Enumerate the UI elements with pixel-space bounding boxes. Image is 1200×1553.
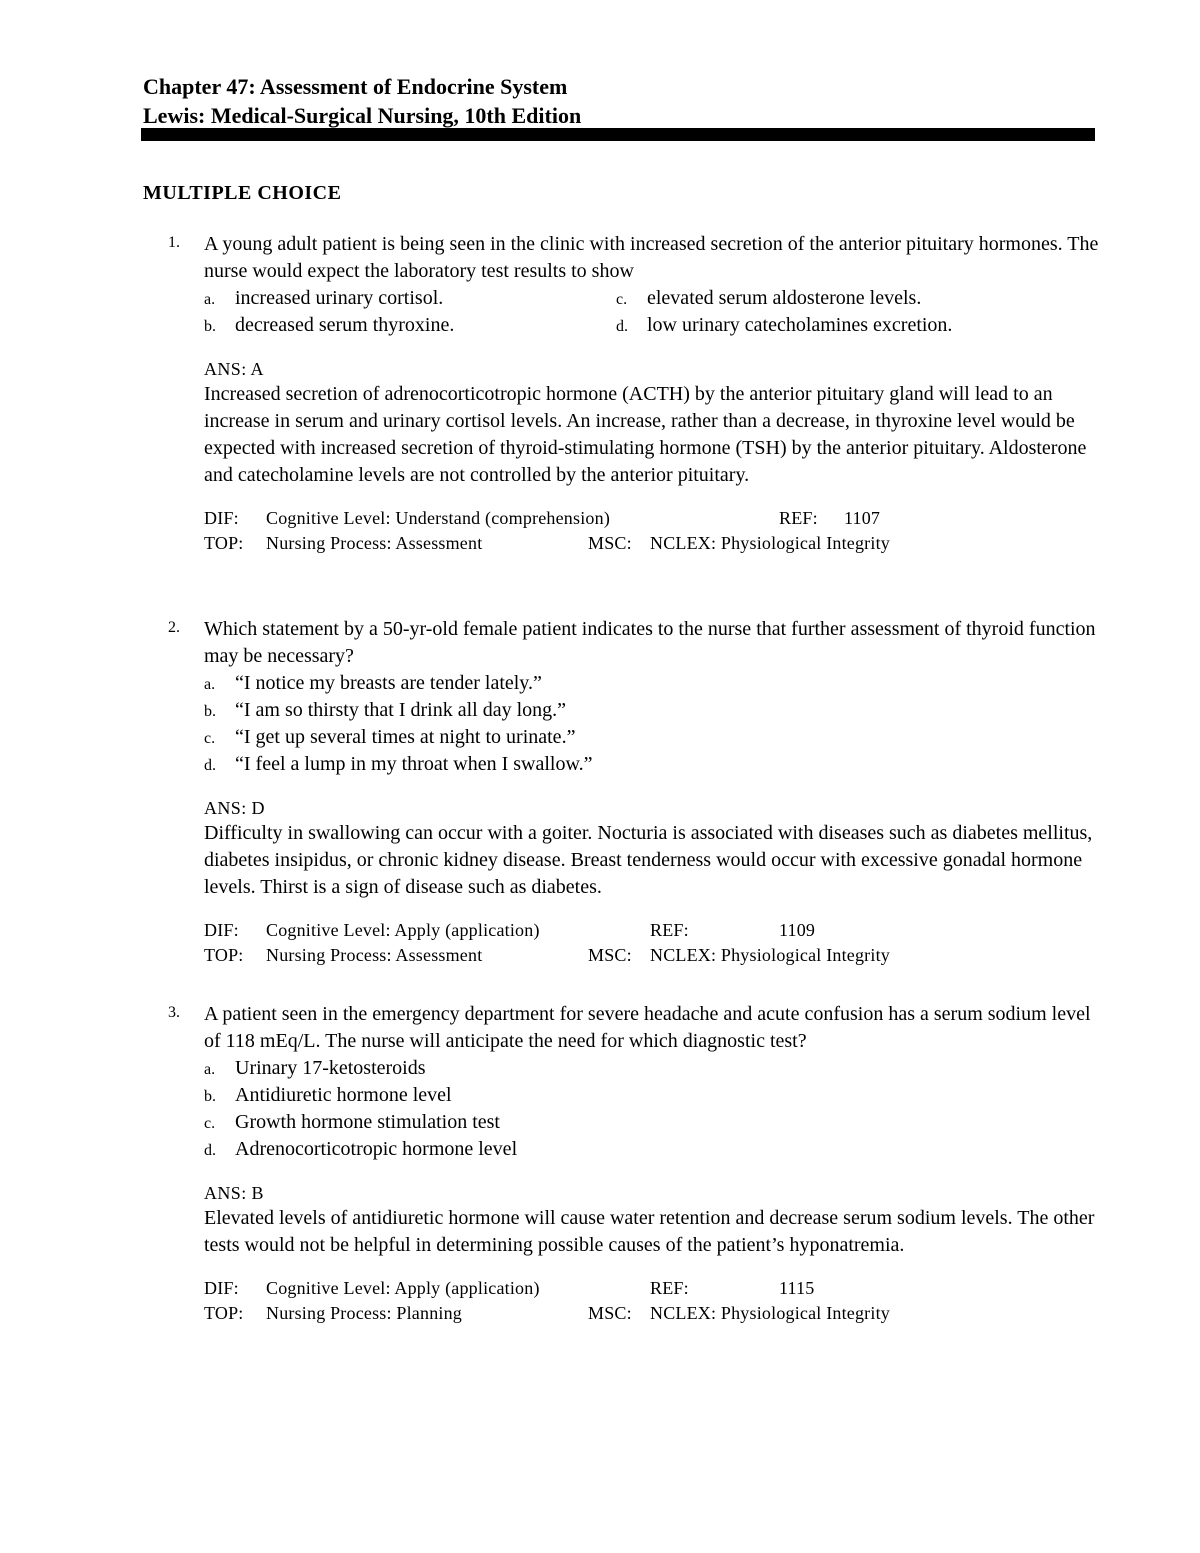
top-label: TOP: bbox=[204, 1303, 244, 1323]
option-text: “I get up several times at night to urinate.” bbox=[235, 726, 576, 748]
option-letter: b. bbox=[204, 1088, 216, 1105]
question-number: 1. bbox=[168, 234, 180, 251]
chapter-title: Chapter 47: Assessment of Endocrine System bbox=[143, 74, 568, 99]
dif-value: Cognitive Level: Apply (application) bbox=[266, 920, 540, 940]
msc-value: NCLEX: Physiological Integrity bbox=[650, 533, 890, 553]
dif-value: Cognitive Level: Understand (comprehension) bbox=[266, 508, 611, 528]
top-value: Nursing Process: Assessment bbox=[266, 533, 483, 553]
option-letter: d. bbox=[204, 1142, 216, 1159]
option-letter: c. bbox=[204, 1115, 216, 1132]
top-label: TOP: bbox=[204, 945, 244, 965]
question-2 bbox=[143, 616, 1103, 968]
option-d bbox=[204, 1136, 1102, 1163]
option-c bbox=[204, 1109, 1102, 1136]
rationale: Increased secretion of adrenocorticotropic hormone (ACTH) by the anterior pituitary gland will lead to an increase in serum and urinary cortisol levels. An increase, rather than a decrease, in thyroxine level would be expected with increased secretion of thyroid-stimulating hormone (TSH) by the anterior pituitary. Aldosterone and catecholamine levels are not controlled by the anterior pituitary. bbox=[204, 383, 1087, 486]
ref-label: REF: bbox=[779, 508, 818, 528]
top-label: TOP: bbox=[204, 533, 244, 553]
rationale: Difficulty in swallowing can occur with a goiter. Nocturia is associated with diseases such as diabetes mellitus, diabetes insipidus, or chronic kidney disease. Breast tenderness would occur with excessive gonadal hormone levels. Thirst is a sign of disease such as diabetes. bbox=[204, 822, 1093, 898]
option-a bbox=[204, 670, 1102, 697]
option-c bbox=[616, 285, 1036, 312]
option-d bbox=[616, 312, 1036, 339]
ref-value: 1115 bbox=[779, 1278, 815, 1298]
option-text: “I am so thirsty that I drink all day long.” bbox=[235, 699, 567, 721]
top-value: Nursing Process: Assessment bbox=[266, 945, 483, 965]
question-number: 2. bbox=[168, 619, 180, 636]
option-b bbox=[204, 1082, 1102, 1109]
option-letter: a. bbox=[204, 1061, 216, 1078]
option-b bbox=[204, 697, 1102, 724]
answer-key: ANS: D bbox=[204, 798, 265, 818]
question-3 bbox=[143, 1001, 1103, 1326]
option-text: decreased serum thyroxine. bbox=[235, 314, 455, 336]
option-a bbox=[204, 285, 624, 312]
option-text: “I notice my breasts are tender lately.” bbox=[235, 672, 542, 694]
option-text: Urinary 17-ketosteroids bbox=[235, 1057, 426, 1079]
question-number: 3. bbox=[168, 1004, 180, 1021]
rationale: Elevated levels of antidiuretic hormone will cause water retention and decrease serum sodium levels. The other tests would not be helpful in determining possible causes of the patient’s hyponatremia. bbox=[204, 1207, 1095, 1256]
option-a bbox=[204, 1055, 1102, 1082]
question-stem: A patient seen in the emergency department for severe headache and acute confusion has a serum sodium level of 118 mEq/L. The nurse will anticipate the need for which diagnostic test? bbox=[204, 1003, 1091, 1052]
option-letter: c. bbox=[616, 291, 628, 308]
dif-label: DIF: bbox=[204, 508, 239, 528]
question-metadata bbox=[204, 506, 1102, 556]
option-letter: b. bbox=[204, 703, 216, 720]
msc-value: NCLEX: Physiological Integrity bbox=[650, 1303, 890, 1323]
msc-label: MSC: bbox=[588, 1303, 632, 1323]
question-1 bbox=[143, 231, 1103, 556]
option-b bbox=[204, 312, 624, 339]
msc-label: MSC: bbox=[588, 945, 632, 965]
book-title: Lewis: Medical-Surgical Nursing, 10th Edition bbox=[143, 103, 582, 128]
option-letter: b. bbox=[204, 318, 216, 335]
document-header bbox=[143, 72, 1095, 130]
section-heading: MULTIPLE CHOICE bbox=[143, 182, 342, 204]
answer-options bbox=[204, 285, 1102, 339]
option-letter: a. bbox=[204, 291, 216, 308]
msc-label: MSC: bbox=[588, 533, 632, 553]
option-text: increased urinary cortisol. bbox=[235, 287, 444, 309]
option-text: low urinary catecholamines excretion. bbox=[647, 314, 953, 336]
answer-options bbox=[204, 1055, 1102, 1163]
header-rule bbox=[141, 128, 1095, 141]
ref-label: REF: bbox=[650, 1278, 689, 1298]
question-metadata bbox=[204, 918, 1102, 968]
option-d bbox=[204, 751, 1102, 778]
msc-value: NCLEX: Physiological Integrity bbox=[650, 945, 890, 965]
answer-options bbox=[204, 670, 1102, 778]
question-stem: A young adult patient is being seen in the clinic with increased secretion of the anterior pituitary hormones. The nurse would expect the laboratory test results to show bbox=[204, 233, 1099, 282]
option-text: Antidiuretic hormone level bbox=[235, 1084, 452, 1106]
option-text: Growth hormone stimulation test bbox=[235, 1111, 500, 1133]
dif-label: DIF: bbox=[204, 1278, 239, 1298]
option-text: Adrenocorticotropic hormone level bbox=[235, 1138, 518, 1160]
dif-value: Cognitive Level: Apply (application) bbox=[266, 1278, 540, 1298]
option-c bbox=[204, 724, 1102, 751]
option-letter: c. bbox=[204, 730, 216, 747]
top-value: Nursing Process: Planning bbox=[266, 1303, 462, 1323]
ref-value: 1107 bbox=[844, 508, 881, 528]
option-letter: a. bbox=[204, 676, 216, 693]
ref-value: 1109 bbox=[779, 920, 816, 940]
answer-key: ANS: B bbox=[204, 1183, 264, 1203]
option-letter: d. bbox=[616, 318, 628, 335]
option-letter: d. bbox=[204, 757, 216, 774]
option-text: elevated serum aldosterone levels. bbox=[647, 287, 922, 309]
answer-key: ANS: A bbox=[204, 359, 264, 379]
dif-label: DIF: bbox=[204, 920, 239, 940]
question-stem: Which statement by a 50-yr-old female patient indicates to the nurse that further assessment of thyroid function may be necessary? bbox=[204, 618, 1096, 667]
option-text: “I feel a lump in my throat when I swallow.” bbox=[235, 753, 593, 775]
question-metadata bbox=[204, 1276, 1102, 1326]
ref-label: REF: bbox=[650, 920, 689, 940]
